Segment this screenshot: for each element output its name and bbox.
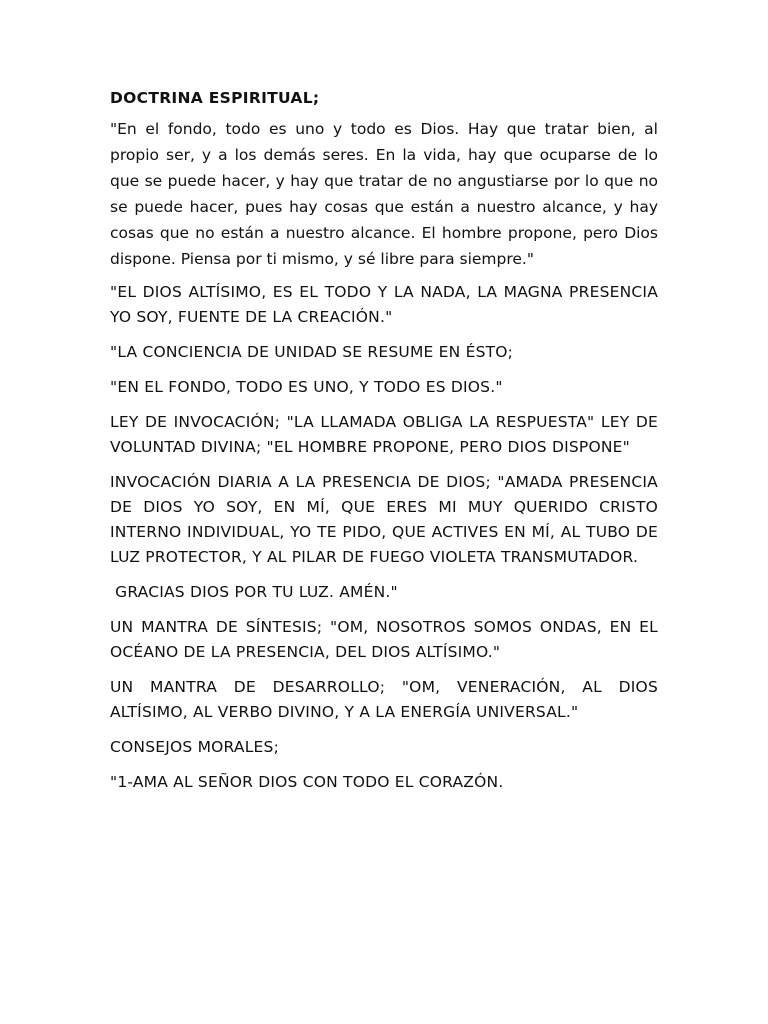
document-heading: DOCTRINA ESPIRITUAL; — [110, 89, 320, 107]
paragraph-development-mantra: UN MANTRA DE DESARROLLO; "OM, VENERACIÓN, AL DIOS ALTÍSIMO, AL VERBO DIVINO, Y A LA ENERGÍA UNIVERSAL." — [110, 678, 658, 721]
paragraph-creation: "EL DIOS ALTÍSIMO, ES EL TODO Y LA NADA, LA MAGNA PRESENCIA YO SOY, FUENTE DE LA CREACIÓN." — [110, 283, 658, 326]
paragraph-moral-advice: CONSEJOS MORALES; — [110, 738, 279, 756]
document-page — [110, 86, 658, 805]
paragraph-daily-invocation: INVOCACIÓN DIARIA A LA PRESENCIA DE DIOS; "AMADA PRESENCIA DE DIOS YO SOY, EN MÍ, QUE ERES MI MUY QUERIDO CRISTO INTERNO INDIVIDUAL, YO TE PIDO, QUE ACTIVES EN MÍ, AL TUBO DE LUZ PROTECTOR, Y AL PILAR DE FUEGO VIOLETA TRANSMUTADOR. — [110, 473, 658, 566]
paragraph-all-is-one: "EN EL FONDO, TODO ES UNO, Y TODO ES DIOS." — [110, 378, 503, 396]
intro-paragraph: "En el fondo, todo es uno y todo es Dios. Hay que tratar bien, al propio ser, y a los demás seres. En la vida, hay que ocuparse de lo que se puede hacer, y hay que tratar de no angustiarse por lo que no se puede hacer, pues hay cosas que están a nuestro alcance, y hay cosas que no están a nuestro alcance. El hombre propone, pero Dios dispone. Piensa por ti mismo, y sé libre para siempre." — [110, 120, 658, 268]
paragraph-invocation-law: LEY DE INVOCACIÓN; "LA LLAMADA OBLIGA LA RESPUESTA" LEY DE VOLUNTAD DIVINA; "EL HOMBRE PROPONE, PERO DIOS DISPONE" — [110, 413, 658, 456]
paragraph-unity: "LA CONCIENCIA DE UNIDAD SE RESUME EN ÉSTO; — [110, 343, 514, 361]
paragraph-thanks: GRACIAS DIOS POR TU LUZ. AMÉN." — [110, 583, 398, 601]
paragraph-first-commandment: "1-AMA AL SEÑOR DIOS CON TODO EL CORAZÓN. — [110, 773, 504, 791]
paragraph-synthesis-mantra: UN MANTRA DE SÍNTESIS; "OM, NOSOTROS SOMOS ONDAS, EN EL OCÉANO DE LA PRESENCIA, DEL DIOS ALTÍSIMO." — [110, 618, 658, 661]
